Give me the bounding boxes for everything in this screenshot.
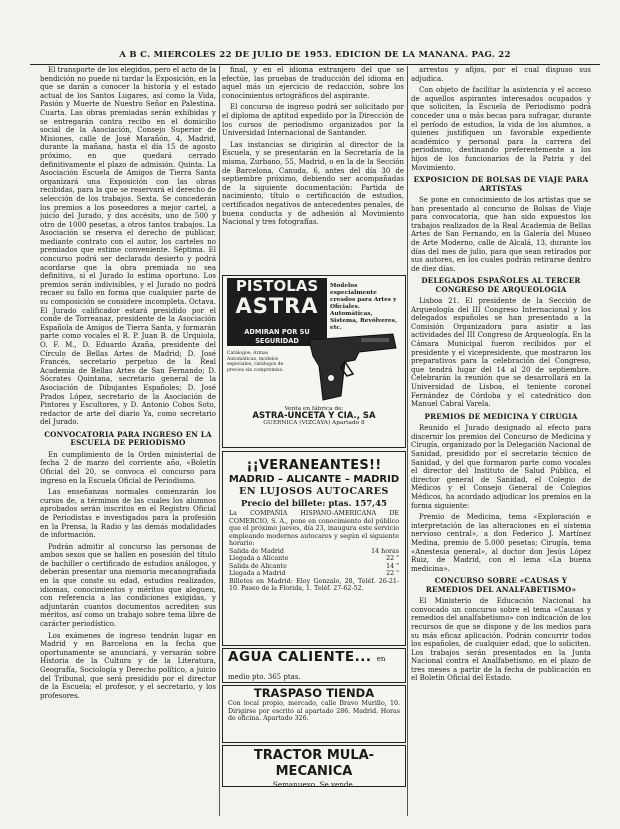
article-paragraph: Reunido el Jurado designado al efecto para discernir los premios del Concurso de Medicina y Cirugía, organizado por la Delegación Nacional de Sanidad, presidido por el secretario técnico de Sanidad, y del que formaron parte como vocales el director del Instituto de Salud Pública, el director general de Sanidad, el Colegio de Médicos y el Consejo General de Colegios Médicos, ha acordado adjudicar los premios en la forma siguiente:: [411, 424, 591, 510]
page-header: A B C. MIÉRCOLES 22 DE JULIO DE 1953. EDICION DE LA MAÑANA. PAG. 22: [30, 50, 600, 65]
ad-agua-title: AGUA CALIENTE... en medio pto. 365 ptas.: [228, 649, 386, 681]
article-paragraph: Podrán admitir al concurso las personas de ambos sexos que se hallen en posesión del título de bachiller o certificado de estudios análogos, y deberán presentar una memoria mecanografiada en la que conste su edad, estudios realizados, idiomas, conocimientos y méritos que aleguen, con referencia a las condiciones exigidas, y adjuntarán cuantos documentos acrediten sus méritos, así como un trabajo sobre tema libre de carácter periodístico.: [40, 542, 216, 629]
ad-vera-title: ¡¡VERANEANTES!!: [246, 458, 382, 473]
column-left: [40, 66, 216, 816]
ad-traspaso-body: Con local propio, mercado, calle Bravo Murillo, 10. Dirigirse por escrito al apartado 286. Madrid. Horas de oficina. Apartado 326.: [228, 700, 400, 722]
article-paragraph: El concurso de ingreso podrá ser solicitado por el diploma de aptitud expedido por la Dirección de los cursos de periodismo organizados por la Universidad Internacional de Santander.: [222, 103, 404, 138]
article-paragraph: final, y en el idioma extranjero del que se efectúe, las pruebas de traducción del idioma en aquel más un ejercicio de redacción, sobre los conocimientos ortográficos del aspirante.: [222, 66, 404, 100]
article-paragraph: Con objeto de facilitar la asistencia y el acceso de aquellos aspirantes interesados ocupados y que soliciten, la Escuela de Periodismo podrá conceder una o más becas para sufragar, durante el período de estudios, la vida de los alumnos, a quienes justifiquen un favorable expediente académico y personal para la carrera del periodismo, destinando preferentemente a los hijos de los funcionarios de la Patria y del Movimiento.: [411, 86, 591, 172]
ad-tractor-line: Semanuevo. Se vende.: [272, 780, 356, 787]
ad-traspaso-tienda: [222, 685, 406, 743]
article-headline-bolsas: EXPOSICION DE BOLSAS DE VIAJE PARA ARTISTAS: [413, 175, 589, 193]
schedule-row: Salida de Madrid 14 horas: [229, 547, 399, 555]
article-paragraph: arrestos y afijos, por el cual dispuso sus adjudica.: [411, 66, 591, 83]
ad-tractor-mula: [222, 745, 406, 787]
ad-pistolas-astra: [222, 275, 406, 448]
ad-traspaso-title: TRASPASO TIENDA: [253, 686, 375, 700]
article-paragraph: Premio de Medicina, tema «Exploración e interpretación de las alteraciones en el sistema nervioso central», a don Federico J. Martínez Medina, premio de 5.000 pesetas; Cirugía, tema «Anestesia general», al doctor don Jesús López Ruiz, de Madrid, con el lema «La buena medicina».: [411, 513, 591, 573]
ad-vera-bus: EN LUJOSOS AUTOCARES: [239, 486, 389, 497]
ad-vera-cities: MADRID – ALICANTE – MADRID: [228, 474, 400, 485]
ad-pistolas-brand: Venta en fábrica de: ASTRA-UNCETA Y CIA., SA GUERNICA (VIZCAYA) Apartado 8: [252, 406, 376, 426]
column-right: [411, 66, 591, 816]
ad-vera-price: Precio del billete: ptas. 157,45: [241, 499, 387, 509]
schedule-row: Salida de Alicante 14 ": [229, 562, 399, 570]
ad-veraneantes: [222, 451, 406, 646]
article-paragraph: Lisboa 21. El presidente de la Sección de Arqueología del III Congreso Internacional y los delegados españoles se han presentado a la Comisión Organizadora para asistir a las actividades del III Congreso de Arqueología. En la Cámara Municipal fueron recibidos por el presidente y el vicepresidente, que mostraron los preparativos para la celebración del Congreso, que tendrá lugar del 14 al 20 de septiembre. Celebrarán la reunión que se desarrollará en la Universidad de Lisboa, el teniente coronel Fernández de Córdoba y el catedrático don Manuel Cabral Varela.: [411, 297, 591, 409]
ad-tractor-title: TRACTOR MULA-MECANICA: [253, 748, 375, 779]
ad-pistolas-side-text: Modelos especialmente creados para Artes y Oficiales. Automáticas, Sistema, Revólveres, etc.: [330, 283, 397, 331]
article-headline-arqueologia: DELEGADOS ESPAÑOLES AL TERCER CONGRESO DE ARQUEOLOGIA: [421, 276, 581, 294]
ad-pistolas-title: PISTOLAS ASTRA: [227, 278, 327, 328]
ad-vera-contact: Billetes en Madrid: Eloy Gonzalo, 28, Teléf. 26-21-10. Paseo de la Florida, 1. Teléf. 27-62-52.: [229, 577, 399, 593]
column-rule: [407, 66, 408, 816]
ad-vera-schedule: [223, 548, 405, 578]
schedule-row: Llegada a Madrid 22 ": [229, 570, 399, 578]
article-paragraph: Se pone en conocimiento de los artistas que se han presentado al concurso de Bolsas de Viaje para convocatoria, que han sido expuestos los trabajos realizados de la Real Academia de Bellas Artes de San Fernando, en la Galería del Museo de Arte Moderno, calle de Alcalá, 13, durante los días del mes de julio, para que sean retirados por sus autores, en los cuales podrán retirarse dentro de diez días.: [411, 195, 591, 273]
article-headline-periodismo: CONVOCATORIA PARA INGRESO EN LA ESCUELA DE PERIODISMO: [44, 429, 212, 448]
article-paragraph: Los exámenes de ingreso tendrán lugar en Madrid y en Barcelona en la fecha que oportunamente se anunciará, y versarán sobre Historia de la Cultura y de la Literatura, Geografía, Sociología y Derecho político, a juicio del Tribunal, que será presidido por el director de la Escuela; el profesor, y el secretario, y los profesores.: [40, 631, 216, 700]
article-paragraph: El Ministerio de Educación Nacional ha convocado un concurso sobre el tema «Causas y remedios del analfabetismo» con indicación de los recursos de que se dispone y de los medios para su más eficaz aplicación. Podrán concurrir todos los españoles, de cualquier edad, que lo soliciten. Los trabajos serán presentados en la Junta Nacional contra el Analfabetismo, en el plazo de tres meses a partir de la fecha de publicación en el Boletín Oficial del Estado.: [411, 597, 591, 683]
column-middle-text: [222, 66, 404, 271]
pistol-illustration-icon: [301, 326, 401, 404]
article-headline-medicina: PREMIOS DE MEDICINA Y CIRUGIA: [424, 411, 578, 421]
ad-pistolas-subtitle: ADMIRAN POR SU SEGURIDAD: [227, 328, 327, 346]
article-paragraph: Las instancias se dirigirán al director de la Escuela, y se presentarán en la Secretaría de la misma, Zurbano, 55, Madrid, o en la de la Sección de Barcelona, Canuda, 6, antes del día 30 de septiembre próximo, debiendo ser acompañadas de la siguiente documentación: Partida de nacimiento, título o certificación de estudios, certificados negativos de antecedentes penales, de buena conducta y de adhesión al Movimiento Nacional y tres fotografías.: [222, 140, 404, 227]
article-headline-analfabetismo: CONCURSO SOBRE «CAUSAS Y REMEDIOS DEL ANALFABETISMO»: [425, 576, 577, 594]
article-paragraph: En cumplimiento de la Orden ministerial de fecha 2 de marzo del corriente año, «Boletín Oficial del 20, se convoca el concurso para ingreso en la Escuela Oficial de Periodismo.: [40, 450, 216, 485]
schedule-row: Llegada a Alicante 22 ": [229, 555, 399, 563]
column-rule: [219, 66, 220, 816]
ad-pistolas-fine-print: Catálogos: Armas Automáticas, modelos especiales, catálogos de precios sin compromiso.: [227, 351, 284, 373]
ad-agua-caliente: [222, 648, 406, 683]
article-paragraph: El transporte de los elegidos, pero el acto de la bendición no puede ni tardar la Exposición, en la que se darán a conocer la historia y el estado actual de los Santos Lugares, así como la Vida, Pasión y Muerte de Nuestro Señor en Palestina. Cuarta. Las obras premiadas serán exhibidas y se entregarán contra recibo en el domicilio social de la Asociación, Consejo Superior de Misiones, calle de José Marañón, 4, Madrid, durante la mañana, hasta el día 15 de agosto próximo, en que quedará cerrado definitivamente el plazo de admisión. Quinta. La Asociación Escuela de Amigos de Tierra Santa organizará una Exposición con las obras recibidas, para la que se reservará el derecho de selección de los trabajos. Sexta. Se concederán los premios a los poseedores a mejor cartel, a juicio del Jurado, y dos accésits, uno de 500 y otro de 1000 pesetas, a otros tantos trabajos. La Asociación se reserva el derecho de publicar, mediante contrato con el autor, los carteles no premiados que estime conveniente. Séptima. El concurso podrá ser declarado desierto y podrá acordarse que la obra premiada no sea definitiva, si el Jurado lo estima oportuno. Los premios serán indivisibles, y el Jurado no podrá recaer su fallo en forma que cualquier parte de su composición se considere incompleta. Octava. El Jurado calificador estará presidido por el conde de Torreanaz, presidente de la Asociación Española de Amigos de Tierra Santa, y formarán parte como vocales el R. P. Juan B. de Urquiola, O. F. M., D. Eduardo Azaña, presidente del Círculo de Bellas Artes de Madrid; D. José Francés, secretario perpetuo de la Real Academia de Bellas Artes de San Fernando; D. Sócrates Quintana, secretario general de la Asociación de Dibujantes Españoles; D. José Prados López, secretario de la Asociación de Pintores y Escultores, y D. Antonio Cobos Soto, redactor de arte del diario Ya, como secretario del Jurado.: [40, 66, 216, 427]
article-paragraph: Las enseñanzas normales comenzarán los cursos de, a términos de las cuales los alumnos aprobados serán inscritos en el Registro Oficial de Periodistas e investigados para la profesión en la Prensa, la Radio y las demás modalidades de información.: [40, 488, 216, 540]
ad-vera-body: La COMPAÑÍA HISPANO-AMERICANA DE COMERCIO, S. A., pone en conocimiento del público que el próximo jueves, día 23, inaugura este servicio empleando modernos autocares y según el siguiente horario:: [229, 510, 399, 548]
